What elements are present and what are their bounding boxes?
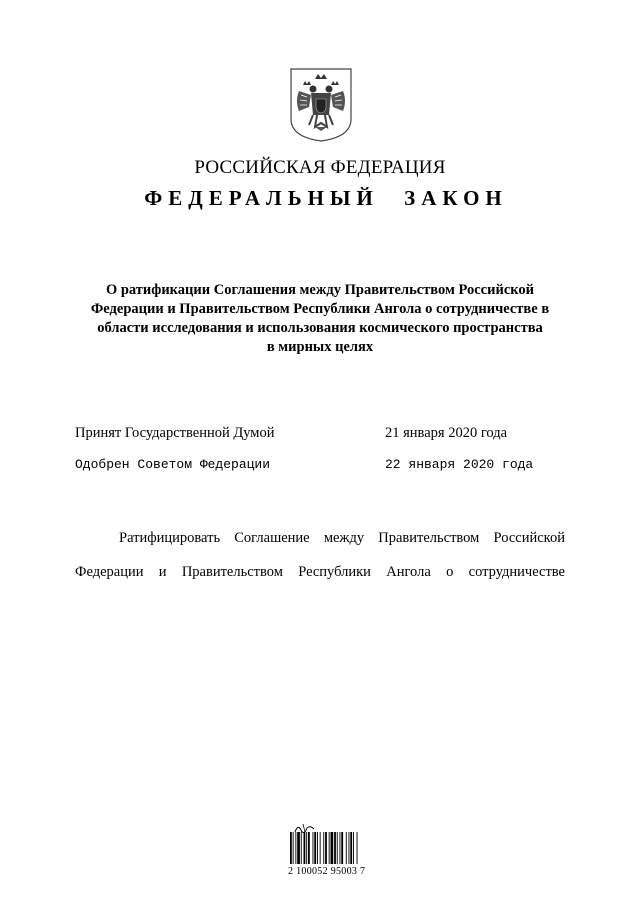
body-text-line: Ратифицировать Соглашение между Правительством Российской xyxy=(119,530,565,546)
barcode-bar xyxy=(353,832,354,864)
barcode-bar xyxy=(337,832,338,864)
barcode-bar xyxy=(317,832,318,864)
barcode-bar xyxy=(295,832,296,864)
barcode-bar xyxy=(331,832,334,864)
barcode-icon xyxy=(288,832,380,864)
coat-of-arms-icon xyxy=(289,67,353,143)
law-title-line: области исследования и использования космического пространства xyxy=(97,320,543,336)
adoption-date: 21 января 2020 года xyxy=(385,425,508,441)
barcode-bar xyxy=(308,832,310,864)
barcode-bar xyxy=(290,832,292,864)
approval-label: Одобрен Советом Федерации xyxy=(75,457,271,472)
adoption-label: Принят Государственной Думой xyxy=(75,425,275,441)
barcode-bar xyxy=(323,832,324,864)
body-text-line: Федерации и Правительством Республики Ангола о сотрудничестве xyxy=(75,564,565,580)
barcode-bar xyxy=(301,832,302,864)
document-type: ФЕДЕРАЛЬНЫЙ ЗАКОН xyxy=(144,186,508,210)
barcode-bar xyxy=(293,832,294,864)
law-title xyxy=(70,281,570,357)
barcode-bar xyxy=(325,832,327,864)
country-name: РОССИЙСКАЯ ФЕДЕРАЦИЯ xyxy=(194,157,446,178)
barcode-bar xyxy=(334,832,336,864)
barcode-block xyxy=(288,822,380,884)
barcode-number: 2 100052 95003 7 xyxy=(288,866,366,877)
barcode-bar xyxy=(349,832,350,864)
barcode-bar xyxy=(329,832,330,864)
law-title-line: Федерации и Правительством Республики Ангола о сотрудничестве в xyxy=(90,301,550,317)
barcode-bar xyxy=(346,832,347,864)
barcode-bar xyxy=(306,832,307,864)
barcode-bar xyxy=(313,832,314,864)
barcode-bar xyxy=(297,832,300,864)
barcode-bar xyxy=(350,832,352,864)
barcode-bar xyxy=(320,832,321,864)
law-title-line: О ратификации Соглашения между Правительством Российской xyxy=(105,282,535,298)
barcode-bar xyxy=(340,832,341,864)
barcode-bar xyxy=(357,832,358,864)
law-title-line: в мирных целях xyxy=(266,339,374,355)
barcode-bar xyxy=(341,832,343,864)
barcode-bar xyxy=(314,832,316,864)
barcode-bar xyxy=(304,832,306,864)
approval-date: 22 января 2020 года xyxy=(385,457,534,472)
